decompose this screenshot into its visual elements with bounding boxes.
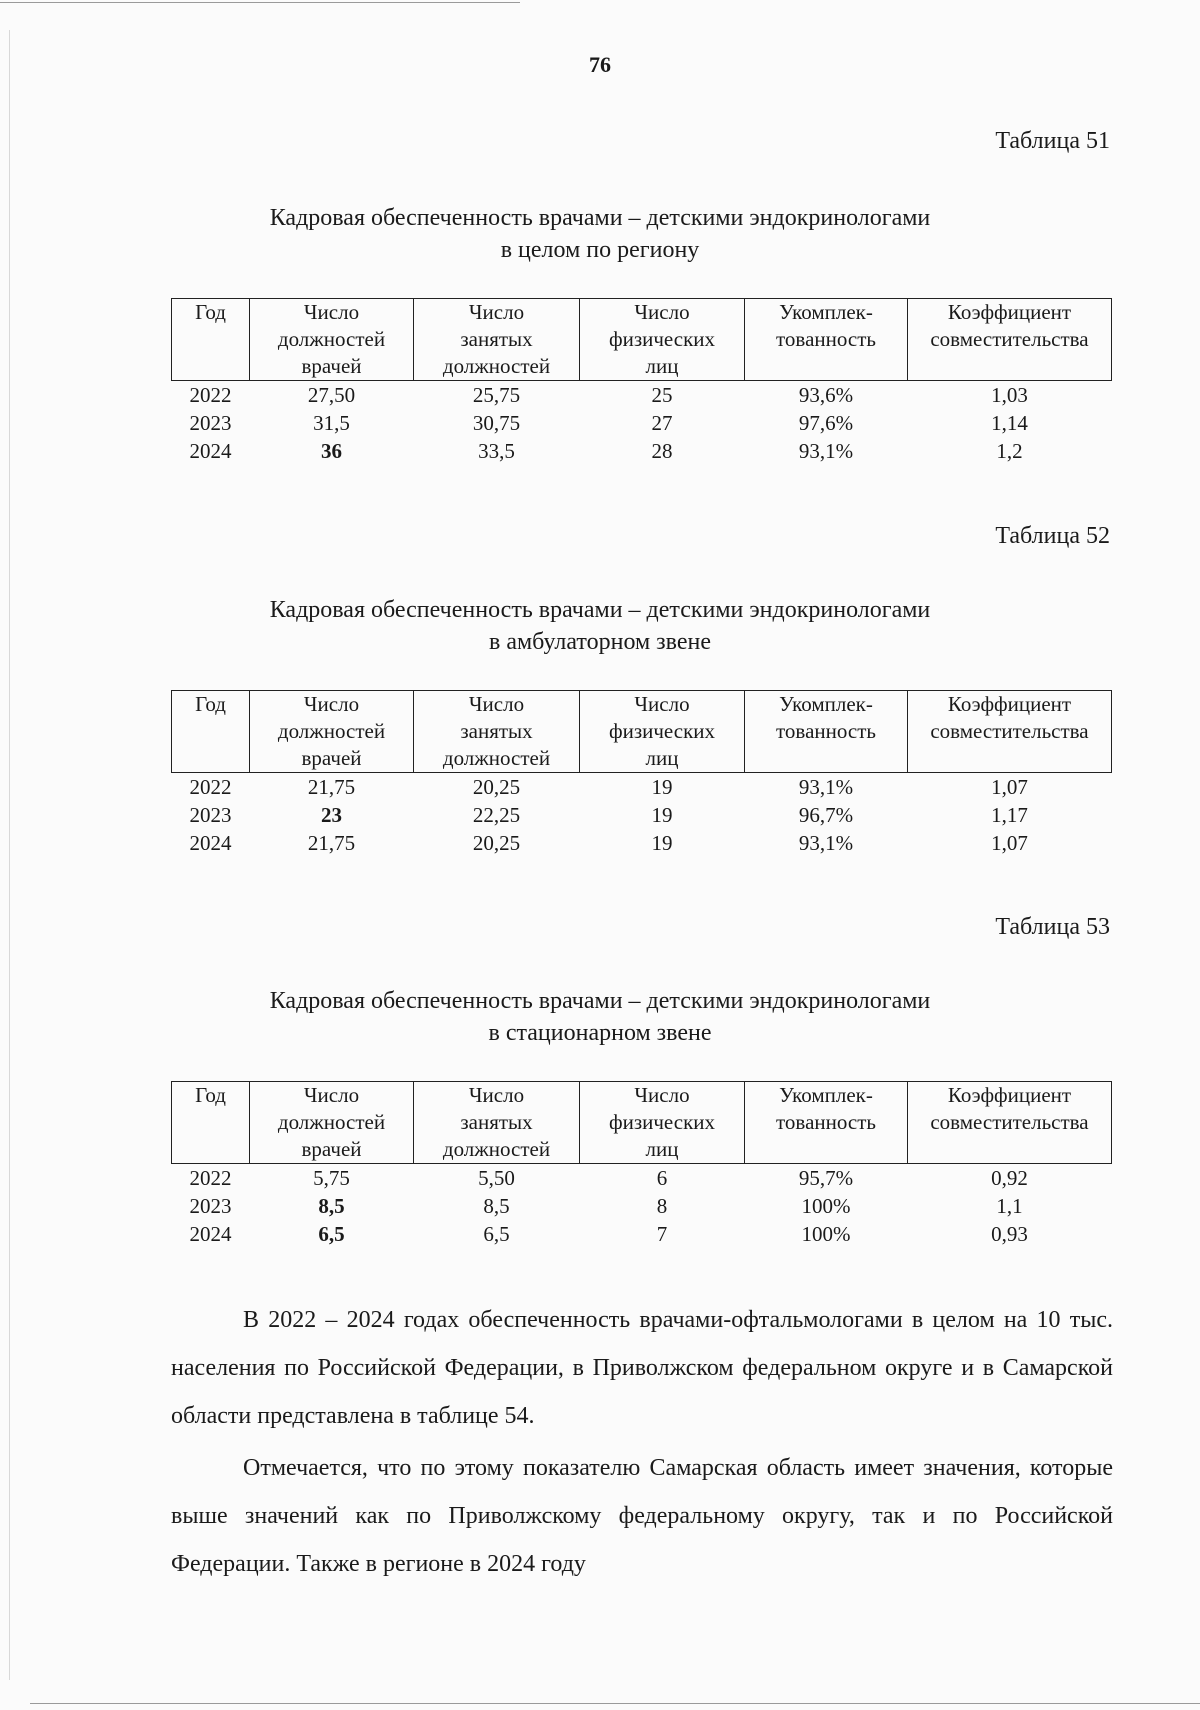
- column-header-line: Укомплек-: [779, 1083, 873, 1107]
- table-header: [172, 299, 1112, 381]
- cell-positions: 31,5: [313, 411, 350, 435]
- body-paragraph: [171, 1444, 1113, 1588]
- cell-persons: 19: [651, 775, 673, 799]
- table-row: [172, 773, 1112, 802]
- scan-edge-line: [0, 2, 520, 3]
- cell-year: 2024: [189, 439, 232, 463]
- cell-year: 2022: [189, 383, 232, 407]
- column-header-line: тованность: [776, 1110, 876, 1134]
- column-header: Год: [172, 299, 250, 381]
- cell-persons: 28: [651, 439, 673, 463]
- column-header-line: должностей: [442, 1137, 551, 1161]
- cell-occupied: 20,25: [472, 775, 521, 799]
- cell-staffing: 97,6%: [798, 411, 854, 435]
- column-header: Год: [172, 1082, 250, 1164]
- cell-occupied: 6,5: [483, 1222, 510, 1246]
- table-row: [172, 437, 1112, 465]
- table-number-label: Таблица 51: [995, 128, 1110, 154]
- table-header-row: [172, 299, 1112, 381]
- cell-coef: 0,92: [991, 1166, 1028, 1190]
- staffing-table: [171, 298, 1112, 465]
- cell-coef: 1,2: [996, 439, 1023, 463]
- cell-persons: 8: [656, 1194, 668, 1218]
- cell-staffing: 95,7%: [798, 1166, 854, 1190]
- cell-occupied: 30,75: [472, 411, 521, 435]
- cell-persons: 25: [651, 383, 673, 407]
- column-header: [908, 1082, 1112, 1164]
- table-title: [0, 594, 1200, 658]
- column-header-line: Укомплек-: [779, 300, 873, 324]
- column-header: [250, 691, 414, 773]
- column-header-line: врачей: [301, 354, 362, 378]
- cell-year: 2023: [189, 411, 232, 435]
- column-header-line: Коэффициент: [947, 1083, 1072, 1107]
- cell-year: 2022: [189, 1166, 232, 1190]
- table-title-line: в стационарном звене: [488, 1020, 712, 1046]
- column-header-line: совместительства: [930, 719, 1089, 743]
- column-header-line: Число: [468, 692, 525, 716]
- column-header-line: Коэффициент: [947, 692, 1072, 716]
- cell-occupied: 5,50: [478, 1166, 515, 1190]
- table-header: [172, 1082, 1112, 1164]
- cell-occupied: 22,25: [472, 803, 521, 827]
- table-row: [172, 1220, 1112, 1248]
- table-header-row: [172, 1082, 1112, 1164]
- page-number: 76: [589, 52, 611, 77]
- table-row: [172, 1192, 1112, 1220]
- cell-coef: 1,07: [991, 775, 1028, 799]
- column-header-line: врачей: [301, 746, 362, 770]
- cell-positions: 27,50: [307, 383, 356, 407]
- column-header: [414, 691, 580, 773]
- column-header-line: занятых: [460, 327, 533, 351]
- column-header-line: должностей: [442, 354, 551, 378]
- table-row: [172, 381, 1112, 410]
- column-header-line: врачей: [301, 1137, 362, 1161]
- column-header: [414, 1082, 580, 1164]
- cell-positions: 21,75: [307, 775, 356, 799]
- cell-coef: 1,03: [991, 383, 1028, 407]
- table-title-line: Кадровая обеспеченность врачами – детскими эндокринологами: [269, 205, 931, 231]
- column-header-line: Число: [303, 692, 360, 716]
- column-header: [745, 691, 908, 773]
- column-header: [745, 299, 908, 381]
- table-number-label: Таблица 52: [995, 523, 1110, 549]
- column-header-line: Коэффициент: [947, 300, 1072, 324]
- column-header-line: тованность: [776, 719, 876, 743]
- column-header-line: должностей: [277, 327, 386, 351]
- cell-persons: 7: [656, 1222, 668, 1246]
- table-header: [172, 691, 1112, 773]
- column-header-line: Число: [634, 300, 690, 324]
- column-header-line: Число: [468, 300, 525, 324]
- column-header-line: занятых: [460, 1110, 533, 1134]
- table-body: [172, 773, 1112, 858]
- column-header-line: Число: [634, 1083, 690, 1107]
- table-title: [0, 202, 1200, 266]
- column-header-line: лиц: [645, 746, 679, 770]
- table-title: [0, 985, 1200, 1049]
- cell-coef: 1,14: [991, 411, 1028, 435]
- cell-staffing: 93,6%: [798, 383, 854, 407]
- cell-staffing: 93,1%: [798, 775, 854, 799]
- column-header-line: Число: [634, 692, 690, 716]
- column-header-line: физических: [608, 719, 716, 743]
- cell-staffing: 100%: [801, 1194, 851, 1218]
- cell-occupied: 33,5: [478, 439, 515, 463]
- column-header: [908, 299, 1112, 381]
- table-title-line: в целом по региону: [500, 237, 700, 263]
- column-header: [250, 1082, 414, 1164]
- cell-persons: 19: [651, 831, 673, 855]
- cell-year: 2023: [189, 803, 232, 827]
- table-body: [172, 381, 1112, 466]
- column-header-line: Укомплек-: [779, 692, 873, 716]
- table-header-row: [172, 691, 1112, 773]
- column-header-line: лиц: [645, 354, 679, 378]
- table-row: [172, 1164, 1112, 1193]
- column-header: [250, 299, 414, 381]
- column-header: [745, 1082, 908, 1164]
- column-header-line: должностей: [277, 1110, 386, 1134]
- column-header: Год: [172, 691, 250, 773]
- column-header: [580, 1082, 745, 1164]
- cell-staffing: 100%: [801, 1222, 851, 1246]
- cell-persons: 19: [651, 803, 673, 827]
- cell-positions: 23: [321, 803, 342, 827]
- cell-positions: 6,5: [318, 1222, 345, 1246]
- cell-positions: 21,75: [307, 831, 356, 855]
- column-header-line: занятых: [460, 719, 533, 743]
- cell-staffing: 93,1%: [798, 439, 854, 463]
- body-paragraph: [171, 1296, 1113, 1440]
- cell-coef: 0,93: [991, 1222, 1028, 1246]
- table-number-label: Таблица 53: [995, 914, 1110, 940]
- column-header-line: физических: [608, 1110, 716, 1134]
- cell-coef: 1,1: [996, 1194, 1023, 1218]
- column-header: [908, 691, 1112, 773]
- cell-occupied: 8,5: [483, 1194, 510, 1218]
- table-title-line: Кадровая обеспеченность врачами – детскими эндокринологами: [269, 597, 931, 623]
- cell-persons: 6: [656, 1166, 668, 1190]
- cell-year: 2024: [189, 1222, 232, 1246]
- cell-coef: 1,17: [991, 803, 1028, 827]
- column-header-line: Число: [303, 1083, 360, 1107]
- table-title-line: Кадровая обеспеченность врачами – детскими эндокринологами: [269, 988, 931, 1014]
- cell-positions: 36: [321, 439, 342, 463]
- cell-staffing: 96,7%: [798, 803, 854, 827]
- column-header-line: тованность: [776, 327, 876, 351]
- column-header-line: лиц: [645, 1137, 679, 1161]
- column-header-line: должностей: [442, 746, 551, 770]
- paragraph-text: В 2022 – 2024 годах обеспеченность врачами-офтальмологами в целом на 10 тыс. населения по Российской Федерации, в Приволжском федеральном округе и в Самарской области представлена в таблице 54.: [171, 1307, 1113, 1429]
- column-header-line: Число: [303, 300, 360, 324]
- cell-occupied: 25,75: [472, 383, 521, 407]
- table-row: [172, 829, 1112, 857]
- cell-staffing: 93,1%: [798, 831, 854, 855]
- table-body: [172, 1164, 1112, 1249]
- paragraph-text: Отмечается, что по этому показателю Самарская область имеет значения, которые выше значений как по Приволжскому федеральному округу, так и по Российской Федерации. Также в регионе в 2024 году: [171, 1455, 1113, 1577]
- cell-persons: 27: [651, 411, 673, 435]
- column-header: [580, 691, 745, 773]
- table-row: [172, 409, 1112, 437]
- table-title-line: в амбулаторном звене: [489, 629, 711, 655]
- scan-edge-line: [30, 1703, 1200, 1704]
- column-header-line: Число: [468, 1083, 525, 1107]
- cell-coef: 1,07: [991, 831, 1028, 855]
- cell-year: 2023: [189, 1194, 232, 1218]
- cell-positions: 5,75: [313, 1166, 350, 1190]
- column-header-line: совместительства: [930, 327, 1089, 351]
- cell-positions: 8,5: [318, 1194, 345, 1218]
- column-header: [580, 299, 745, 381]
- cell-year: 2024: [189, 831, 232, 855]
- column-header-line: физических: [608, 327, 716, 351]
- staffing-table: [171, 690, 1112, 857]
- scan-edge-line: [9, 30, 10, 1680]
- cell-occupied: 20,25: [472, 831, 521, 855]
- cell-year: 2022: [189, 775, 232, 799]
- column-header: [414, 299, 580, 381]
- staffing-table: [171, 1081, 1112, 1248]
- table-row: [172, 801, 1112, 829]
- column-header-line: совместительства: [930, 1110, 1089, 1134]
- column-header-line: должностей: [277, 719, 386, 743]
